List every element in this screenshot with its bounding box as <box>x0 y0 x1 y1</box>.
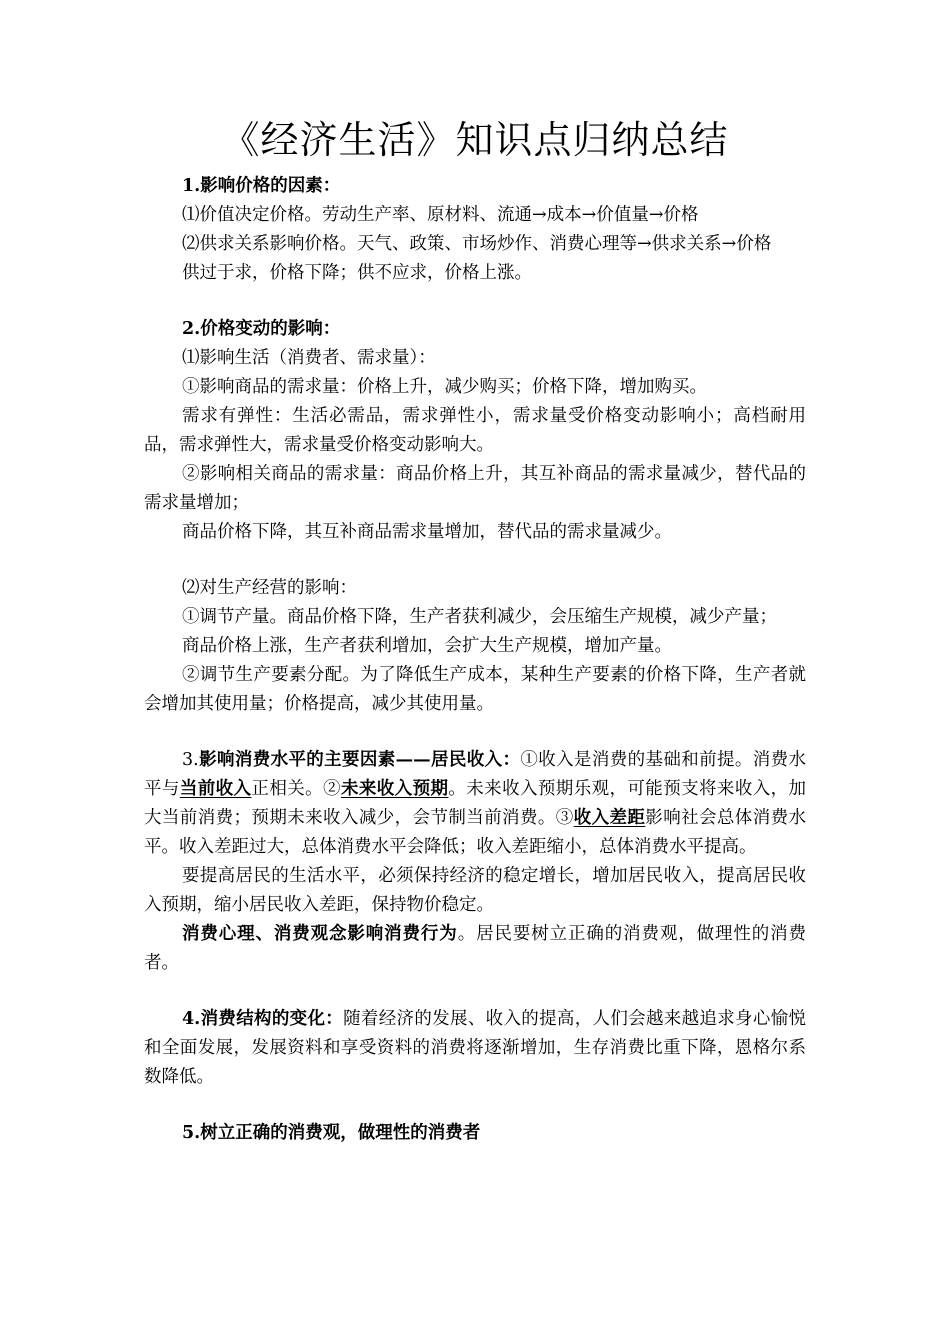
section-spacer <box>144 1092 806 1119</box>
section-2-paragraph: ⑴影响生活（消费者、需求量）： <box>182 348 436 368</box>
section-3-number: 3. <box>182 750 199 770</box>
section-consumption-level <box>144 746 806 978</box>
section-2-paragraph: ①调节产量。商品价格下降，生产者获利减少，会压缩生产规模，减少产量； <box>182 607 777 627</box>
section-spacer <box>144 547 806 574</box>
key-term-income-gap: 收入差距 <box>573 808 646 828</box>
text-run: 。居民要树立正确的消费观，做理性的消费者。 <box>144 924 807 973</box>
key-term-current-income: 当前收入 <box>179 779 252 799</box>
document-page <box>144 110 806 1148</box>
section-2-paragraph: ②影响相关商品的需求量：商品价格上升，其互补商品的需求量减少，替代品的需求量增加； <box>144 464 806 513</box>
section-3-paragraph <box>144 920 806 978</box>
section-3-heading: 影响消费水平的主要因素——居民收入： <box>198 750 521 770</box>
section-consumption-view <box>144 1119 806 1148</box>
section-4-paragraph <box>144 1005 806 1092</box>
text-run: ①收入是消费的基础和前提。消费水平与 <box>144 750 807 799</box>
text-run: 。未来收入预期乐观，可能预支将来收入，加大当前消费；预期未来收入减少，会节制当前消费。③ <box>144 779 807 828</box>
section-3-paragraph: 要提高居民的生活水平，必须保持经济的稳定增长，增加居民收入，提高居民收入预期，缩小居民收入差距，保持物价稳定。 <box>144 866 806 915</box>
section-price-factors <box>144 172 806 288</box>
section-spacer <box>144 719 806 746</box>
section-spacer <box>144 288 806 315</box>
text-run: 影响社会总体消费水平。收入差距过大，总体消费水平会降低；收入差距缩小，总体消费水平提高。 <box>144 808 807 857</box>
key-term-future-income-expectation: 未来收入预期 <box>340 779 449 799</box>
section-spacer <box>144 978 806 1005</box>
section-2-paragraph: 需求有弹性：生活必需品，需求弹性小，需求量受价格变动影响小；高档耐用品，需求弹性大，需求量受价格变动影响大。 <box>144 406 806 455</box>
section-5-heading: 5.树立正确的消费观，做理性的消费者 <box>182 1123 481 1143</box>
section-2-heading: 2.价格变动的影响： <box>182 319 341 339</box>
document-title: 《经济生活》知识点归纳总结 <box>221 118 729 162</box>
section-1-paragraph: ⑵供求关系影响价格。天气、政策、市场炒作、消费心理等→供求关系→价格 <box>182 234 772 254</box>
section-2-paragraph: 商品价格上涨，生产者获利增加，会扩大生产规模，增加产量。 <box>182 636 672 656</box>
section-2-paragraph: ①影响商品的需求量：价格上升，减少购买；价格下降，增加购买。 <box>182 377 707 397</box>
text-run: 正相关。② <box>251 779 341 799</box>
section-1-paragraph: 供过于求，价格下降；供不应求，价格上涨。 <box>182 263 532 283</box>
text-run: 随着经济的发展、收入的提高，人们会越来越追求身心愉悦和全面发展，发展资料和享受资料的消费将逐渐增加，生存消费比重下降，恩格尔系数降低。 <box>144 1009 806 1087</box>
section-4-heading: 4.消费结构的变化： <box>182 1009 344 1029</box>
section-consumption-structure <box>144 1005 806 1092</box>
section-price-change-effects <box>144 315 806 719</box>
key-statement: 消费心理、消费观念影响消费行为 <box>182 924 458 944</box>
section-2-paragraph: ②调节生产要素分配。为了降低生产成本，某种生产要素的价格下降，生产者就会增加其使用量；价格提高，减少其使用量。 <box>144 665 806 714</box>
section-2-paragraph: 商品价格下降，其互补商品需求量增加，替代品的需求量减少。 <box>182 522 672 542</box>
section-1-paragraph: ⑴价值决定价格。劳动生产率、原材料、流通→成本→价值量→价格 <box>182 205 699 225</box>
section-2-paragraph: ⑵对生产经营的影响： <box>182 578 357 598</box>
section-1-heading: 1.影响价格的因素： <box>182 176 341 196</box>
section-3-paragraph <box>144 746 806 862</box>
